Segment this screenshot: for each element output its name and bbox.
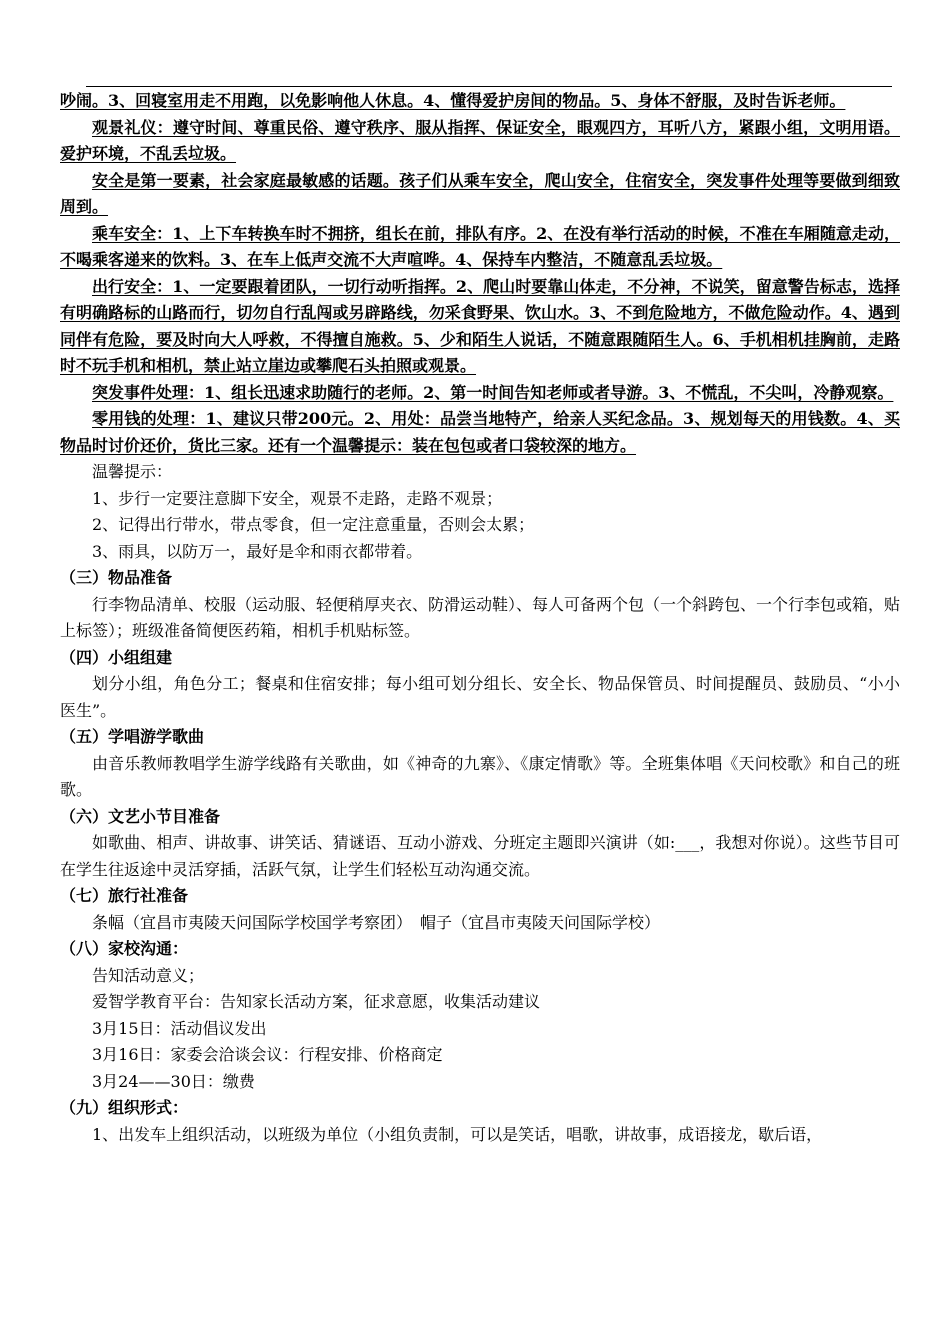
section-heading-organization: （九）组织形式： xyxy=(60,1098,189,1117)
section-heading-shows: （六）文艺小节目准备 xyxy=(60,806,221,826)
section-heading-songs: （五）学唱游学歌曲 xyxy=(60,727,205,746)
paragraph-dorm-rules: 吵闹。3、回寝室用走不用跑，以免影响他人休息。4、懂得爱护房间的物品。5、身体不舒服，及时告诉老师。 xyxy=(60,91,846,110)
paragraph-vehicle-safety: 乘车安全：1、上下车转换车时不拥挤，组长在前，排队有序。2、在没有举行活动的时候，不准在车厢随意走动，不喝乘客递来的饮料。3、在车上低声交流不大声喧哗。4、保持车内整洁，不随意乱丢垃圾。 xyxy=(60,223,900,269)
home-school-line: 爱智学教育平台：告知家长活动方案，征求意愿，收集活动建议 xyxy=(92,992,541,1011)
paragraph-pocket-money: 零用钱的处理：1、建议只带200元。2、用处：品尝当地特产，给亲人买纪念品。3、规划每天的用钱数。4、买物品时讨价还价，货比三家。还有一个温馨提示：装在包包或者口袋较深的地方。 xyxy=(60,409,900,455)
tip-item: 3、雨具，以防万一，最好是伞和雨衣都带着。 xyxy=(92,541,423,561)
section-heading-agency: （七）旅行社准备 xyxy=(60,886,189,905)
section-body-shows: 如歌曲、相声、讲故事、讲笑话、猜谜语、互动小游戏、分班定主题即兴演讲（如:___，我想对你说）。这些节目可在学生往返途中灵活穿插，活跃气氛，让学生们轻松互动沟通交流。 xyxy=(60,833,900,879)
section-heading-items: （三）物品准备 xyxy=(60,568,173,587)
home-school-line: 3月24——30日：缴费 xyxy=(92,1071,255,1091)
paragraph-sightseeing-etiquette: 观景礼仪：遵守时间、尊重民俗、遵守秩序、服从指挥、保证安全，眼观四方，耳听八方，紧跟小组，文明用语。爱护环境，不乱丢垃圾。 xyxy=(60,117,900,163)
paragraph-safety-first: 安全是第一要素，社会家庭最敏感的话题。孩子们从乘车安全，爬山安全，住宿安全，突发事件处理等要做到细致周到。 xyxy=(60,170,900,216)
paragraph-travel-safety: 出行安全：1、一定要跟着团队，一切行动听指挥。2、爬山时要靠山体走，不分神，不说笑，留意警告标志，选择有明确路标的山路而行，切勿自行乱闯或另辟路线，勿采食野果、饮山水。3、不到危险地方，不做危险动作。4、遇到同伴有危险，要及时向大人呼救，不得擅自施救。5、少和陌生人说话，不随意跟随陌生人。6、手机相机挂胸前，走路时不玩手机和相机，禁止站立崖边或攀爬石头拍照或观景。 xyxy=(60,276,900,375)
section-body-organization: 1、出发车上组织活动，以班级为单位（小组负责制，可以是笑话，唱歌，讲故事，成语接龙，歇后语， xyxy=(92,1124,823,1144)
header-rule xyxy=(86,86,892,87)
section-heading-home-school: （八）家校沟通： xyxy=(60,939,189,958)
section-body-items: 行李物品清单、校服（运动服、轻便稍厚夹衣、防滑运动鞋）、每人可备两个包（一个斜跨包、一个行李包或箱，贴上标签）；班级准备简便医药箱，相机手机贴标签。 xyxy=(60,594,901,640)
section-body-agency: 条幅（宜昌市夷陵天问国际学校国学考察团） 帽子（宜昌市夷陵天问国际学校） xyxy=(92,912,661,932)
paragraph-emergency-handling: 突发事件处理：1、组长迅速求助随行的老师。2、第一时间告知老师或者导游。3、不慌乱，不尖叫，冷静观察。 xyxy=(92,382,894,402)
document-body xyxy=(60,88,900,1148)
section-heading-groups: （四）小组组建 xyxy=(60,647,173,667)
section-body-groups: 划分小组，角色分工；餐桌和住宿安排；每小组可划分组长、安全长、物品保管员、时间提醒员、鼓励员、“小小医生”。 xyxy=(60,674,900,720)
home-school-line: 3月16日：家委会洽谈会议：行程安排、价格商定 xyxy=(92,1045,443,1064)
tip-item: 2、记得出行带水，带点零食，但一定注意重量，否则会太累； xyxy=(92,515,535,534)
home-school-line: 告知活动意义； xyxy=(92,965,205,985)
section-body-songs: 由音乐教师教唱学生游学线路有关歌曲，如《神奇的九寨》、《康定情歌》等。全班集体唱《天问校歌》和自己的班歌。 xyxy=(60,753,900,799)
tip-item: 1、步行一定要注意脚下安全，观景不走路，走路不观景； xyxy=(92,488,503,508)
tips-title: 温馨提示： xyxy=(92,462,173,481)
home-school-line: 3月15日：活动倡议发出 xyxy=(92,1018,267,1038)
